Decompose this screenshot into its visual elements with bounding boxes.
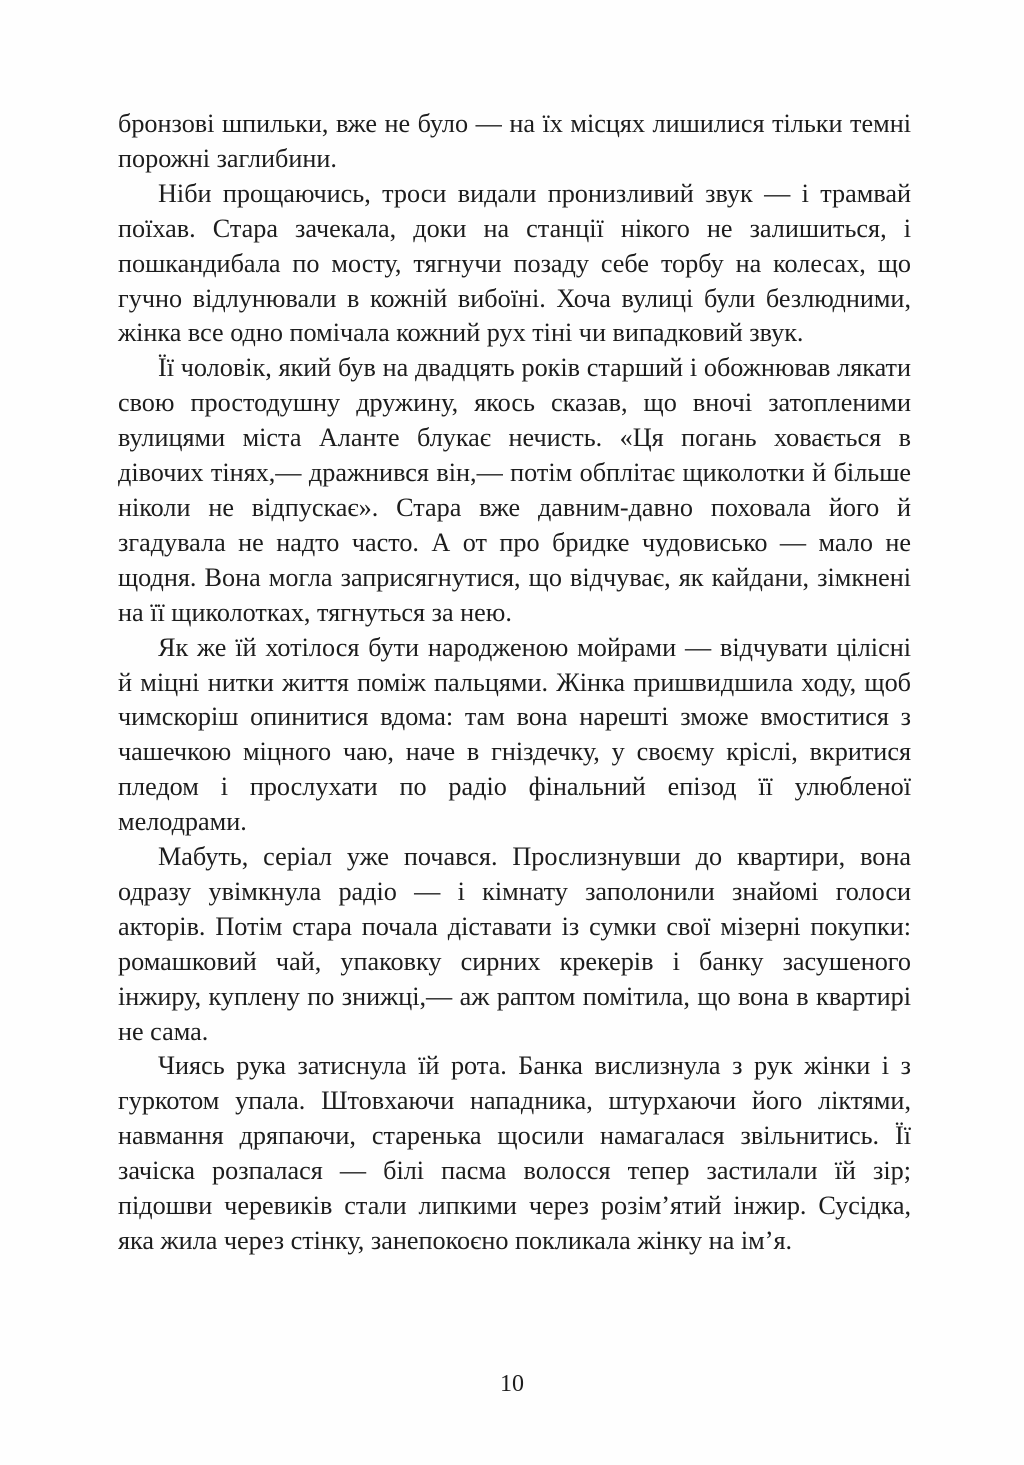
paragraph-continued: бронзові шпильки, вже не було — на їх місцях лишилися тільки темні порожні заглибини. xyxy=(118,109,911,173)
page-number: 10 xyxy=(500,1371,524,1397)
paragraph: Як же їй хотілося бути народженою мойрами — відчувати цілісні й міцні нитки життя поміж пальцями. Жінка пришвидшила ходу, щоб чимскоріш опинитися вдома: там вона нарешті зможе вмоститися з чашечкою міцного чаю, наче в гніздечку, у своєму кріслі, вкритися пледом і прослухати по радіо фінальний епізод її улюбленої мелодрами. xyxy=(118,632,911,837)
paragraph: Ніби прощаючись, троси видали пронизливий звук — і трамвай поїхав. Стара зачекала, доки на станції нікого не залишиться, і пошкандибала по мосту, тягнучи позаду себе торбу на колесах, що гучно відлунювали в кожній вибоїні. Хоча вулиці були безлюдними, жінка все одно помічала кожний рух тіні чи випадковий звук. xyxy=(118,178,911,348)
paragraph: Чиясь рука затиснула їй рота. Банка вислизнула з рук жінки і з гуркотом упала. Штовхаючи нападника, штурхаючи його ліктями, навмання дряпаючи, старенька щосили намагалася звільнитись. Її зачіска розпалася — білі пасма волосся тепер застилали їй зір; підошви черевиків стали липкими через розім’ятий інжир. Сусідка, яка жила через стінку, занепокоєно покликала жінку на ім’я. xyxy=(118,1051,911,1255)
body-text xyxy=(118,107,911,1259)
paragraph: Мабуть, серіал уже почався. Прослизнувши до квартири, вона одразу увімкнула радіо — і кімнату заполонили знайомі голоси акторів. Потім стара почала діставати із сумки свої мізерні покупки: ромашковий чай, упаковку сирних крекерів і банку засушеного інжиру, куплену по знижці,— аж раптом помітила, що вона в квартирі не сама. xyxy=(118,842,911,1046)
paragraph: Її чоловік, який був на двадцять років старший і обожнював лякати свою простодушну дружину, якось сказав, що вночі затопленими вулицями міста Аланте блукає нечисть. «Ця погань ховається в дівочих тінях,— дражнився він,— потім обплітає щиколотки й більше ніколи не відпускає». Стара вже давним-давно поховала його й згадувала не надто часто. А от про бридке чудовисько — мало не щодня. Вона могла заприсягнутися, що відчуває, як кайдани, зімкнені на її щиколотках, тягнуться за нею. xyxy=(118,353,911,627)
